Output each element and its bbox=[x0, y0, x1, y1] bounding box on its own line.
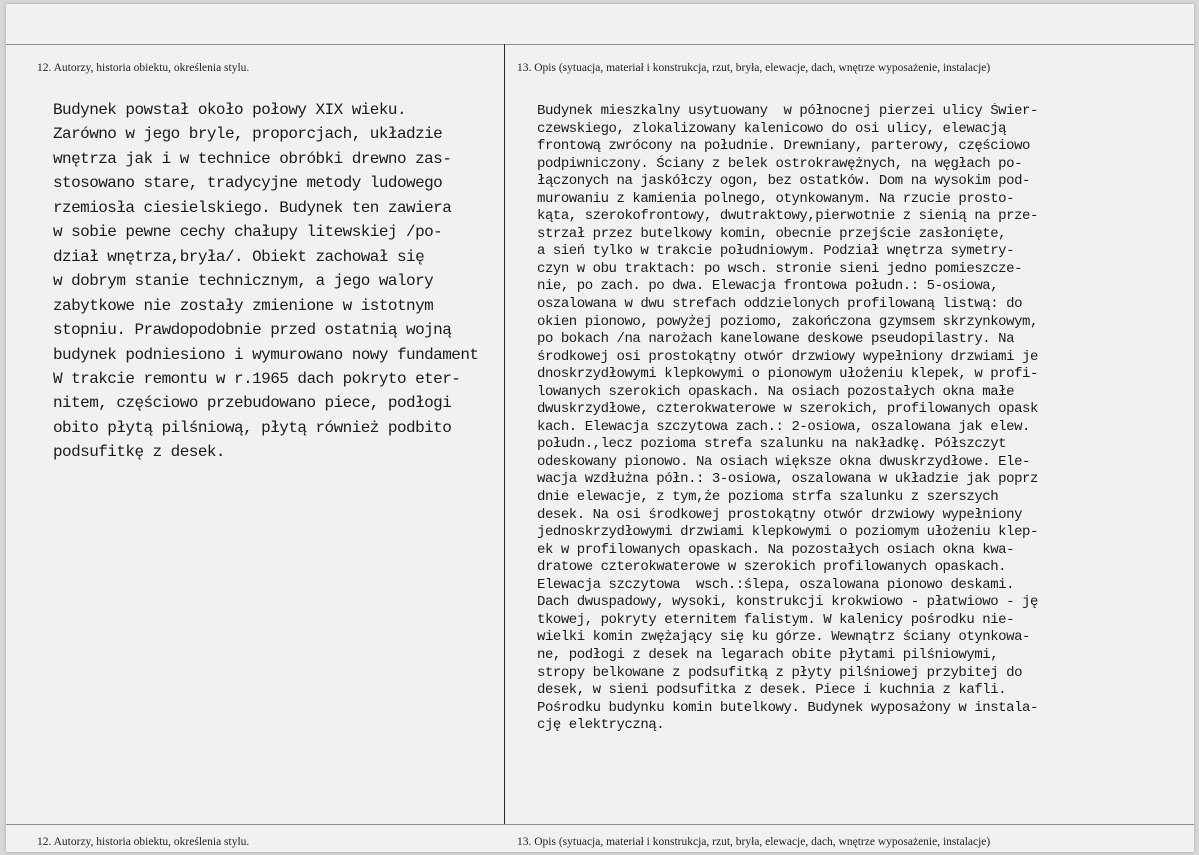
typed-line: nitem, częściowo przebudowano piece, podłogi bbox=[53, 394, 452, 413]
typed-line: oszalowana w dwu strefach oddzielonych profilowaną listwą: do bbox=[537, 296, 1023, 313]
typed-line: Zarówno w jego bryle, proporcjach, układzie bbox=[53, 125, 443, 144]
typed-line: stopniu. Prawdopodobnie przed ostatnią wojną bbox=[53, 321, 452, 340]
typed-line: lowanych szerokich opaskach. Na osiach pozostałych okna małe bbox=[537, 383, 1015, 400]
typed-line: rzemiosła ciesielskiego. Budynek ten zawiera bbox=[53, 198, 452, 217]
typed-line: dwuskrzydłowe, czterokwaterowe w szerokich, profilowanych opask bbox=[537, 401, 1038, 418]
history-typed-text bbox=[53, 98, 478, 465]
typed-line: dratowe czterokwaterowe w szerokich profilowanych opaskach. bbox=[537, 559, 1007, 576]
typed-line: połudn.,lecz pozioma strefa szalunku na nakładkę. Półszczyt bbox=[537, 436, 1007, 453]
typed-line: Elewacja szczytowa wsch.:ślepa, oszalowana pionowo deskami. bbox=[537, 576, 1015, 593]
typed-line: stosowano stare, tradycyjne metody ludowego bbox=[53, 174, 443, 193]
typed-line: środkowej osi prostokątny otwór drzwiowy wypełniony drzwiami je bbox=[537, 348, 1038, 365]
typed-line: ne, podłogi z desek na legarach obite płytami pilśniowymi, bbox=[537, 646, 999, 663]
section-13-header: 13. Opis (sytuacja, materiał i konstrukcja, rzut, bryła, elewacje, dach, wnętrze wyposażenie, instalacje) bbox=[517, 62, 991, 74]
typed-line: Dach dwuspadowy, wysoki, konstrukcji krokwiowo - płatwiowo - ję bbox=[537, 594, 1038, 611]
typed-line: dnoskrzydłowymi klepkowymi o pionowym ułożeniu klepek, w profi- bbox=[537, 366, 1038, 383]
typed-line: jednoskrzydłowymi drzwiami klepkowymi o poziomym ułożeniu klep- bbox=[537, 524, 1038, 541]
typed-line: W trakcie remontu w r.1965 dach pokryto eter- bbox=[53, 369, 461, 388]
typed-line: kach. Elewacja szczytowa zach.: 2-osiowa, oszalowana jak elew. bbox=[537, 418, 1030, 435]
typed-line: desek. Na osi środkowej prostokątny otwór drzwiowy wypełniony bbox=[537, 506, 1023, 523]
typed-line: Budynek mieszkalny usytuowany w północnej pierzei ulicy Świer- bbox=[537, 103, 1038, 119]
typed-line: okien pionowo, powyżej poziomo, zakończona gzymsem skrzynkowym, bbox=[537, 313, 1038, 330]
typed-line: zabytkowe nie zostały zmienione w istotnym bbox=[53, 296, 434, 315]
typed-line: strzał przez butelkowy komin, obecnie przejście zasłonięte, bbox=[537, 225, 1007, 242]
column-divider bbox=[504, 44, 505, 825]
typed-line: nie, po zach. po dwa. Elewacja frontowa połudn.: 5-osiowa, bbox=[537, 278, 999, 295]
typed-line: tkowej, pokryty eternitem falistym. W kalenicy pośrodku nie- bbox=[537, 611, 1015, 628]
typed-line: czewskiego, zlokalizowany kalenicowo do osi ulicy, elewacją bbox=[537, 120, 1007, 137]
section-13-footer: 13. Opis (sytuacja, materiał i konstrukcja, rzut, bryła, elewacje, dach, wnętrze wyposażenie, instalacje) bbox=[517, 836, 991, 848]
typed-line: ek w profilowanych opaskach. Na pozostałych osiach okna kwa- bbox=[537, 541, 1015, 558]
typed-line: wacja wzdłużna półn.: 3-osiowa, oszalowana w układzie jak poprz bbox=[537, 471, 1038, 488]
typed-line: desek, w sieni podsufitka z desek. Piece i kuchnia z kafli. bbox=[537, 682, 1007, 699]
typed-line: kąta, szerokofrontowy, dwutraktowy,pierwotnie z sienią na prze- bbox=[537, 208, 1038, 225]
typed-line: obito płytą pilśniową, płytą również podbito bbox=[53, 418, 452, 437]
typed-line: w dobrym stanie technicznym, a jego walory bbox=[53, 272, 434, 291]
typed-line: a sień tylko w trakcie południowym. Podział wnętrza symetry- bbox=[537, 243, 1015, 260]
typed-line: frontową zwrócony na południe. Drewniany, parterowy, częściowo bbox=[537, 138, 1030, 155]
section-12-footer: 12. Autorzy, historia obiektu, określenia stylu. bbox=[37, 836, 250, 848]
typed-line: Pośrodku budynku komin butelkowy. Budynek wyposażony w instala- bbox=[537, 699, 1038, 716]
typed-line: dział wnętrza,bryła/. Obiekt zachował się bbox=[53, 247, 425, 266]
section-12-header: 12. Autorzy, historia obiektu, określenia stylu. bbox=[37, 62, 250, 74]
typed-line: cję elektryczną. bbox=[537, 717, 665, 734]
typed-line: w sobie pewne cechy chałupy litewskiej /po- bbox=[53, 223, 443, 242]
typed-line: Budynek powstał około połowy XIX wieku. bbox=[53, 101, 407, 119]
typed-line: po bokach /na narożach kanelowane deskowe pseudopilastry. Na bbox=[537, 331, 1015, 348]
typed-line: wielki komin zwężający się ku górze. Wewnątrz ściany otynkowa- bbox=[537, 629, 1030, 646]
typed-line: czyn w obu traktach: po wsch. stronie sieni jedno pomieszcze- bbox=[537, 260, 1023, 277]
typed-line: murowaniu z kamienia polnego, otynkowanym. Na rzucie prosto- bbox=[537, 190, 1015, 207]
top-rule bbox=[6, 44, 1194, 45]
typed-line: budynek podniesiono i wymurowano nowy fundament bbox=[53, 345, 479, 364]
typed-line: wnętrza jak i w technice obróbki drewno zas- bbox=[53, 149, 452, 168]
typed-line: odeskowany pionowo. Na osiach większe okna dwuskrzydłowe. Ele- bbox=[537, 453, 1030, 470]
typed-line: stropy belkowane z podsufitką z płyty pilśniowej przybitej do bbox=[537, 664, 1023, 681]
description-typed-text bbox=[537, 103, 1199, 735]
bottom-rule bbox=[6, 824, 1194, 825]
typed-line: podsufitkę z desek. bbox=[53, 443, 225, 462]
typed-line: dnie elewacje, z tym,że pozioma strfa szalunku z szerszych bbox=[537, 489, 999, 506]
typed-line: podpiwniczony. Ściany z belek ostrokrawężnych, na węgłach po- bbox=[537, 155, 1023, 172]
typed-line: łączonych na jaskółczy ogon, bez ostatków. Dom na wysokim pod- bbox=[537, 173, 1030, 190]
